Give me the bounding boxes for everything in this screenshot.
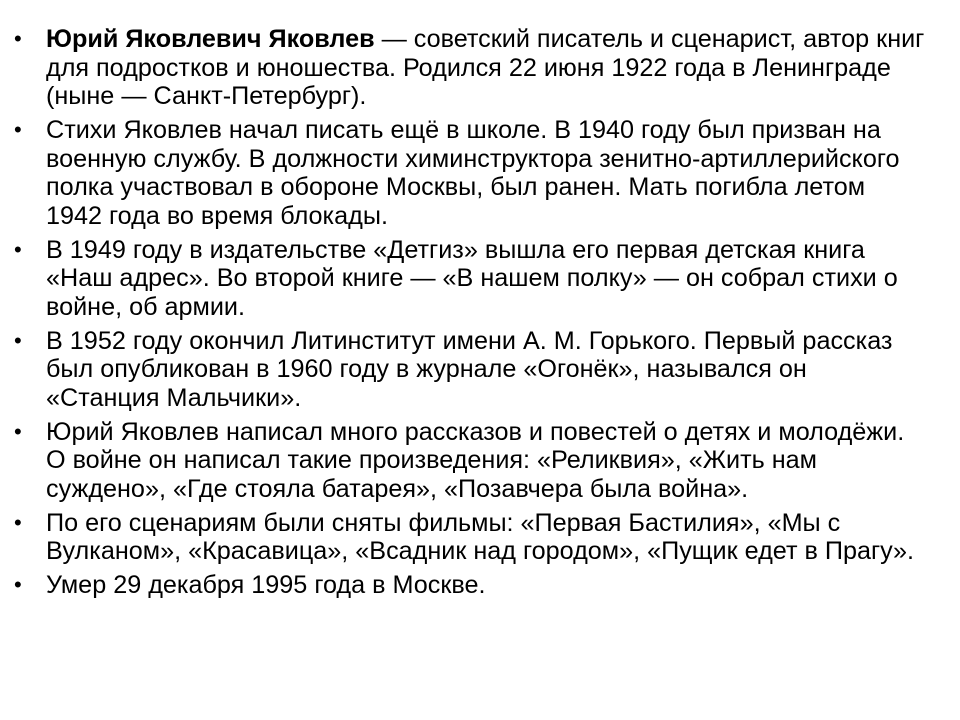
- bullet-text: В 1949 году в издательстве «Детгиз» вышла его первая детская книга «Наш адрес». Во второй книге — «В нашем полку» — он собрал стихи о войне, об армии.: [46, 235, 898, 321]
- bullet-text: Умер 29 декабря 1995 года в Москве.: [46, 571, 486, 599]
- bullet-item-education: [46, 327, 926, 413]
- bullet-text: Юрий Яковлев написал много рассказов и повестей о детях и молодёжи. О войне он написал такие произведения: «Реликвия», «Жить нам суждено», «Где стояла батарея», «Позавчера была война».: [46, 417, 905, 503]
- bullet-item-death: [46, 571, 926, 600]
- bullet-item-films: [46, 509, 926, 566]
- bullet-item-works: [46, 418, 926, 504]
- bullet-text: Стихи Яковлев начал писать ещё в школе. В 1940 году был призван на военную службу. В должности химинструктора зенитно-артиллерийского полка участвовал в обороне Москвы, был ранен. Мать погибла летом 1942 года во время блокады.: [46, 116, 900, 230]
- bullet-item-first-book: [46, 236, 926, 322]
- bullet-text: — советский писатель и сценарист, автор книг для подростков и юношества. Родился 22 июня 1922 года в Ленинграде (ныне — Санкт-Петербург).: [46, 25, 925, 110]
- author-name: Юрий Яковлевич Яковлев: [46, 25, 375, 53]
- bullet-text: В 1952 году окончил Литинститут имени А. М. Горького. Первый рассказ был опубликован в 1960 году в журнале «Огонёк», назывался он «Станция Мальчики».: [46, 326, 893, 412]
- bullet-item-early-life: [46, 116, 926, 230]
- bullet-text: По его сценариям были сняты фильмы: «Первая Бастилия», «Мы с Вулканом», «Красавица», «Всадник над городом», «Пущик едет в Прагу».: [46, 508, 915, 565]
- bullet-list: [46, 25, 926, 605]
- bullet-item-biography-intro: [46, 25, 926, 111]
